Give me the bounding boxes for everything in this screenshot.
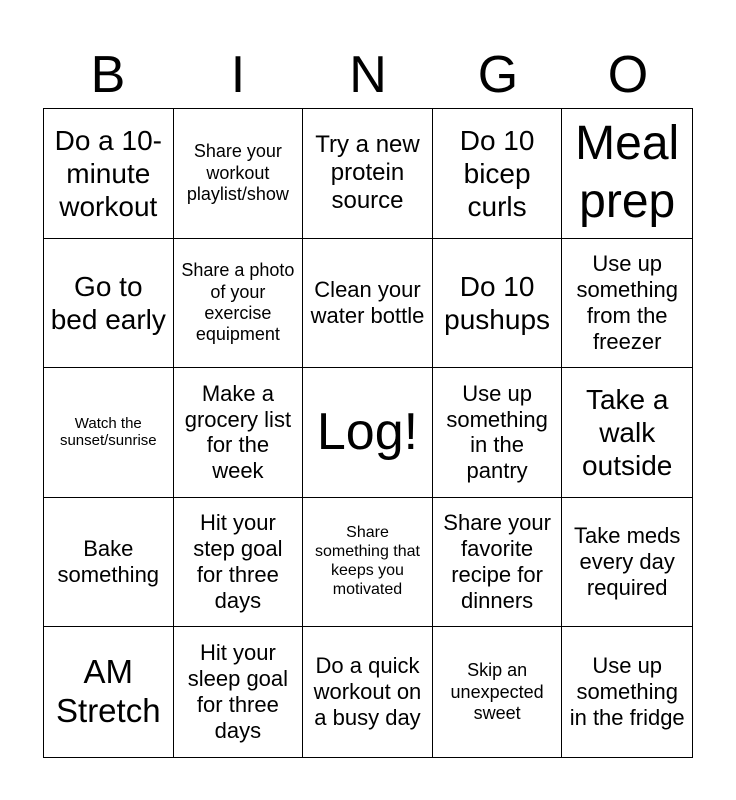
bingo-cell[interactable]: AM Stretch [44, 627, 174, 757]
bingo-cell[interactable]: Do a 10-minute workout [44, 109, 174, 239]
header-letter-b: B [90, 46, 126, 104]
bingo-cell[interactable]: Clean your water bottle [303, 239, 433, 369]
header-letter-g: G [477, 46, 519, 104]
bingo-board [43, 108, 693, 758]
bingo-cell[interactable]: Try a new protein source [303, 109, 433, 239]
bingo-cell[interactable]: Share your workout playlist/show [174, 109, 304, 239]
bingo-cell[interactable]: Hit your sleep goal for three days [174, 627, 304, 757]
bingo-cell[interactable]: Do 10 pushups [433, 239, 563, 369]
bingo-cell[interactable]: Bake something [44, 498, 174, 628]
bingo-cell[interactable]: Hit your step goal for three days [174, 498, 304, 628]
bingo-cell[interactable]: Do 10 bicep curls [433, 109, 563, 239]
bingo-cell[interactable]: Go to bed early [44, 239, 174, 369]
header-letter-n: N [349, 46, 387, 104]
bingo-cell[interactable]: Do a quick workout on a busy day [303, 627, 433, 757]
bingo-cell[interactable]: Watch the sunset/sunrise [44, 368, 174, 498]
bingo-cell[interactable]: Use up something in the pantry [433, 368, 563, 498]
header-letter-i: I [230, 46, 246, 104]
bingo-cell[interactable]: Take a walk outside [562, 368, 692, 498]
bingo-cell[interactable]: Skip an unexpected sweet [433, 627, 563, 757]
bingo-cell[interactable]: Take meds every day required [562, 498, 692, 628]
bingo-free-space[interactable]: Log! [303, 368, 433, 498]
bingo-cell[interactable]: Share your favorite recipe for dinners [433, 498, 563, 628]
bingo-cell[interactable]: Use up something from the freezer [562, 239, 692, 369]
bingo-cell[interactable]: Use up something in the fridge [569, 653, 685, 731]
bingo-cell[interactable]: Share something that keeps you motivated [303, 498, 433, 628]
bingo-cell[interactable]: Meal prep [562, 109, 692, 239]
bingo-header [43, 42, 693, 108]
bingo-cell[interactable]: Make a grocery list for the week [174, 368, 304, 498]
header-letter-o: O [607, 46, 649, 104]
bingo-cell[interactable]: Share a photo of your exercise equipment [174, 239, 304, 369]
